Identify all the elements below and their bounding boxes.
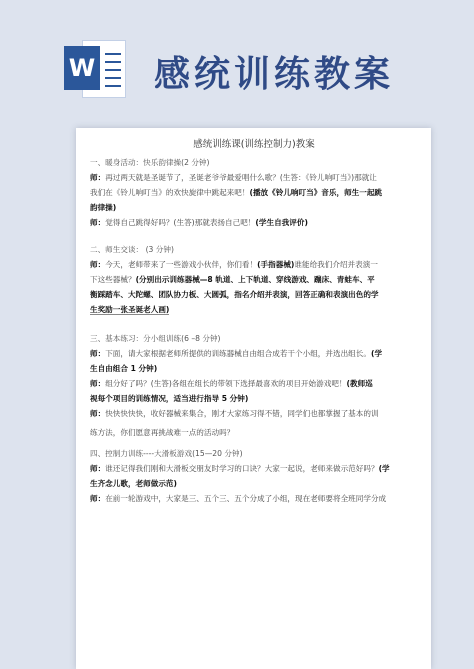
paragraph-text: 再过两天就是圣诞节了，圣诞老爷爷最爱唱什么歌？(生答：《铃儿响叮当》)那就让 xyxy=(105,173,377,182)
document-title: 感统训练课(训练控制力)教案 xyxy=(193,139,315,150)
bold-note: 衡踩踏车、大陀螺、团队协力板、大圆弧，指名介绍并表演，回答正确和表演出色的学 xyxy=(90,290,379,299)
paragraph-line xyxy=(90,406,418,421)
banner-title: 感统训练教案 xyxy=(154,54,395,95)
paragraph-line xyxy=(90,346,418,361)
section-1-heading: 一、暖身活动：快乐韵律操(2 分钟) xyxy=(90,158,210,167)
paragraph-text: 谁还记得我们刚和大滑板交朋友时学习的口诀？大家一起说，老师来做示范好吗？ xyxy=(105,464,379,473)
bold-note: (播放《铃儿响叮当》音乐，师生一起跳 xyxy=(249,188,383,197)
speaker-label: 师： xyxy=(90,464,106,473)
paragraph-line xyxy=(90,391,418,406)
paragraph-line xyxy=(90,425,418,440)
paragraph-text: 快快快快快，收好器械来集合，刚才大家练习得不错，同学们也都掌握了基本的训 xyxy=(105,409,379,418)
paragraph-text: 在前一轮游戏中，大家是三、五个三、五个分成了小组，现在老师要将全班同学分成 xyxy=(105,494,387,503)
paragraph-line xyxy=(90,376,418,391)
speaker-label: 师： xyxy=(90,173,106,182)
paragraph-text: 觉得自己跳得好吗？(生答)那就表扬自己吧！ xyxy=(105,218,256,227)
paragraph-text: 组分好了吗？(生答)各组在组长的带领下选择最喜欢的项目开始游戏吧！ xyxy=(105,379,347,388)
paragraph-text: 今天，老师带来了一些游戏小伙伴，你们看！ xyxy=(105,260,258,269)
speaker-label: 师： xyxy=(90,494,106,503)
speaker-label: 师： xyxy=(90,260,106,269)
bold-note: (学 xyxy=(378,464,390,473)
header-banner xyxy=(0,0,474,118)
paragraph-line xyxy=(90,257,418,272)
paragraph-line xyxy=(90,185,418,200)
paragraph-text: 下这些器械？ xyxy=(90,275,136,284)
bold-note: 生自由组合 1 分钟) xyxy=(90,364,158,373)
paragraph-text: 谁能给我们介绍并表演一 xyxy=(294,260,378,269)
paragraph-line xyxy=(90,476,418,491)
bold-note: (分别出示训练器械—8 轨道、上下轨道、穿线游戏、蹦床、青蛙车、平 xyxy=(135,275,375,284)
document-body xyxy=(90,136,418,506)
paragraph-text: 下面，请大家根据老师所提供的训练器械自由组合成若干个小组，并选出组长。 xyxy=(105,349,371,358)
document-page xyxy=(76,128,431,669)
bold-note: 视每个项目的训练情况，适当进行指导 5 分钟) xyxy=(90,394,249,403)
section-3-heading: 三、基本练习：分小组训练(6 –8 分钟) xyxy=(90,334,221,343)
bold-note: (手指器械) xyxy=(257,260,295,269)
speaker-label: 师： xyxy=(90,409,106,418)
bold-note: (学生自我评价) xyxy=(255,218,308,227)
paragraph-line xyxy=(90,302,418,317)
paragraph-line xyxy=(90,461,418,476)
speaker-label: 师： xyxy=(90,379,106,388)
paragraph-line xyxy=(90,272,418,287)
section-4-heading: 四、控制力训练----大滑板游戏(15—20 分钟) xyxy=(90,449,243,458)
word-document-icon xyxy=(64,38,126,100)
speaker-label: 师： xyxy=(90,218,106,227)
paragraph-line xyxy=(90,215,418,230)
bold-note: 生齐念儿歌，老师做示范) xyxy=(90,479,178,488)
bold-note: (学 xyxy=(370,349,383,358)
bold-note: (教师巡 xyxy=(346,379,373,388)
bold-note: 韵律操) xyxy=(90,203,117,212)
paragraph-line xyxy=(90,200,418,215)
paragraph-line xyxy=(90,170,418,185)
paragraph-line xyxy=(90,491,418,506)
paragraph-line xyxy=(90,287,418,302)
paragraph-text: 我们在《铃儿响叮当》的欢快旋律中跳起来吧！ xyxy=(90,188,250,197)
bold-note: 生奖励一张圣诞老人画) xyxy=(90,305,170,314)
section-2-heading: 二、师生交谈： (3 分钟) xyxy=(90,245,174,254)
paragraph-text: 练方法，你们愿意再挑战难一点的活动吗？ xyxy=(90,428,235,437)
speaker-label: 师： xyxy=(90,349,106,358)
word-logo-badge: W xyxy=(64,46,100,90)
paragraph-line xyxy=(90,361,418,376)
